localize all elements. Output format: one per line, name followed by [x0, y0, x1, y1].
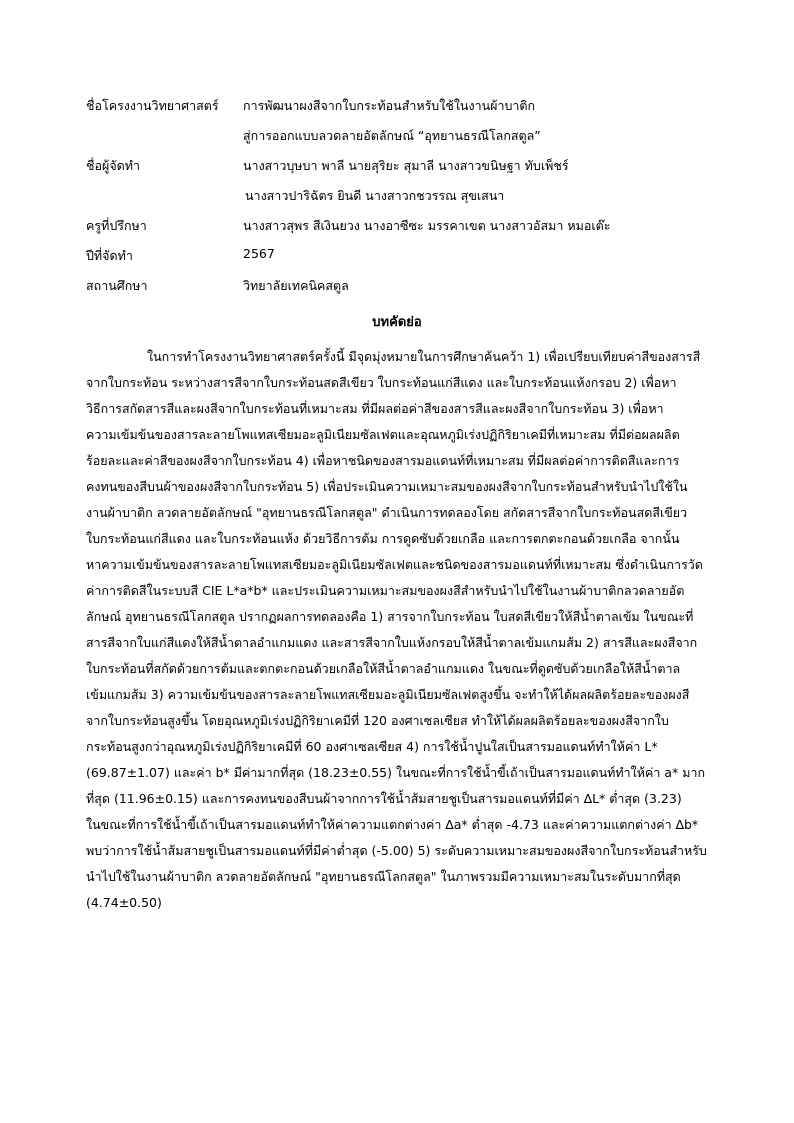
- abstract-line: วิธีการสกัดสารสีและผงสีจากใบกระท้อนที่เหมาะสม ที่มีผลต่อค่าสีของสารสีและผงสีจากใบกระท้อน 3) เพื่อหา: [86, 401, 664, 416]
- authors-continuation: [86, 186, 726, 216]
- abstract-body: [86, 344, 716, 916]
- abstract-line: ที่สุด (11.96±0.15) และการคงทนของสีบนผ้าจากการใช้น้ำส้มสายชูเป็นสารมอแดนท์ที่มีค่า ∆L* ต่ำสุด (3.23): [86, 791, 682, 806]
- school-value: วิทยาลัยเทคนิคสตูล: [243, 278, 349, 293]
- project-title-continuation: [86, 126, 726, 156]
- abstract-line: คงทนของสีบนผ้าของผงสีจากใบกระท้อน 5) เพื่อประเมินความเหมาะสมของผงสีจากใบกระท้อนสำหรับนำไปใช้ใน: [86, 479, 688, 494]
- project-info-block: [86, 96, 726, 306]
- advisors-label: ครูที่ปรึกษา: [86, 218, 147, 233]
- abstract-line: พบว่าการใช้น้ำส้มสายชูเป็นสารมอแดนท์ที่มีค่าต่ำสุด (-5.00) 5) ระดับความเหมาะสมของผงสีจากใบกระท้อนสำหรับ: [86, 843, 707, 858]
- advisors-value: นางสาวสุพร สีเงินยวง นางอาซีซะ มรรคาเขต นางสาวอัสมา หมอเต๊ะ: [243, 218, 611, 233]
- abstract-line: นำไปใช้ในงานผ้าบาติก ลวดลายอัตลักษณ์ "อุทยานธรณีโลกสตูล" ในภาพรวมมีความเหมาะสมในระดับมากที่สุด: [86, 869, 681, 884]
- project-title-line-2: สู่การออกแบบลวดลายอัตลักษณ์ “อุทยานธรณีโลกสตูล”: [243, 128, 541, 143]
- abstract-line: ในขณะที่การใช้น้ำขี้เถ้าเป็นสารมอแดนท์ทำให้ค่าความแตกต่างค่า ∆a* ต่ำสุด -4.73 และค่าความแตกต่างค่า ∆b*: [86, 817, 699, 832]
- abstract-line: จากใบกระท้อน ระหว่างสารสีจากใบกระท้อนสดสีเขียว ใบกระท้อนแก่สีแดง และใบกระท้อนแห้งกรอบ 2) เพื่อหา: [86, 375, 677, 390]
- abstract-line: เข้มแกมส้ม 3) ความเข้มข้นของสารละลายโพแทสเซียมอะลูมิเนียมซัลเฟตสูงขึ้น จะทำให้ได้ผลผลิตร้อยละของผงสี: [86, 687, 690, 702]
- abstract-heading: บทคัดย่อ: [372, 315, 422, 330]
- authors-row: [86, 156, 726, 186]
- abstract-line: ใบกระท้อนที่สกัดด้วยการต้มและตกตะกอนด้วยเกลือให้สีน้ำตาลอำแกมแดง ในขณะที่ดูดซับด้วยเกลือให้สีน้ำตาล: [86, 661, 681, 676]
- abstract-line: (4.74±0.50): [86, 895, 162, 910]
- project-title-label: ชื่อโครงงานวิทยาศาสตร์: [86, 98, 219, 113]
- abstract-line: (69.87±1.07) และค่า b* มีค่ามากที่สุด (18.23±0.55) ในขณะที่การใช้น้ำขี้เถ้าเป็นสารมอแดนท์ทำให้ค่า a* มาก: [86, 765, 706, 780]
- abstract-line: ในการทำโครงงานวิทยาศาสตร์ครั้งนี้ มีจุดมุ่งหมายในการศึกษาค้นคว้า 1) เพื่อเปรียบเทียบค่าสีของสารสี: [147, 349, 701, 364]
- abstract-line: ร้อยละและค่าสีของผงสีจากใบกระท้อน 4) เพื่อหาชนิดของสารมอแดนท์ที่เหมาะสม ที่มีผลต่อค่าการติดสีและการ: [86, 453, 680, 468]
- authors-line-2: นางสาวปาริฉัตร ยินดี นางสาวกชวรรณ สุขเสนา: [245, 188, 505, 203]
- year-row: [86, 246, 726, 276]
- school-row: [86, 276, 726, 306]
- abstract-line: ความเข้มข้นของสารละลายโพแทสเซียมอะลูมิเนียมซัลเฟตและอุณหภูมิเร่งปฏิกิริยาเคมีที่เหมาะสม ที่มีต่อผลผลิต: [86, 427, 680, 442]
- abstract-line: หาความเข้มข้นของสารละลายโพแทสเซียมอะลูมิเนียมซัลเฟตและชนิดของสารมอแดนท์ที่เหมาะสม ซึ่งดำเนินการวัด: [86, 557, 703, 572]
- abstract-line: งานผ้าบาติก ลวดลายอัตลักษณ์ "อุทยานธรณีโลกสตูล" ดำเนินการทดลองโดย สกัดสารสีจากใบกระท้อนสดสีเขียว: [86, 505, 688, 520]
- year-value: 2567: [243, 246, 275, 261]
- abstract-line: กระท้อนสูงกว่าอุณหภูมิเร่งปฏิกิริยาเคมีที่ 60 องศาเซลเซียส 4) การใช้น้ำปูนใสเป็นสารมอแดนท์ทำให้ค่า L*: [86, 739, 658, 754]
- abstract-line: ค่าการติดสีในระบบสี CIE L*a*b* และประเมินความเหมาะสมของผงสีสำหรับนำไปใช้ในงานผ้าบาติกลวดลายอัต: [86, 583, 685, 598]
- abstract-line: ลักษณ์ อุทยานธรณีโลกสตูล ปรากฏผลการทดลองคือ 1) สารจากใบกระท้อน ใบสดสีเขียวให้สีน้ำตาลเข้ม ในขณะที่: [86, 609, 694, 624]
- abstract-line: จากใบกระท้อนสูงขึ้น โดยอุณหภูมิเร่งปฏิกิริยาเคมีที่ 120 องศาเซลเซียส ทำให้ได้ผลผลิตร้อยละของผงสีจากใบ: [86, 713, 669, 728]
- project-title-row: [86, 96, 726, 126]
- year-label: ปีที่จัดทำ: [86, 248, 133, 263]
- project-title-line-1: การพัฒนาผงสีจากใบกระท้อนสำหรับใช้ในงานผ้าบาติก: [243, 98, 536, 113]
- abstract-line: สารสีจากใบแก่สีแดงให้สีน้ำตาลอำแกมแดง และสารสีจากใบแห้งกรอบให้สีน้ำตาลเข้มแกมส้ม 2) สารสีและผงสีจาก: [86, 635, 698, 650]
- authors-label: ชื่อผู้จัดทำ: [86, 158, 141, 173]
- authors-line-1: นางสาวบุษบา พาลี นายสุริยะ สุมาลี นางสาวขนิษฐา ทับเพ็ชร์: [243, 158, 569, 173]
- abstract-line: ใบกระท้อนแก่สีแดง และใบกระท้อนแห้ง ด้วยวิธีการต้ม การดูดซับด้วยเกลือ และการตกตะกอนด้วยเกลือ จากนั้น: [86, 531, 680, 546]
- advisors-row: [86, 216, 726, 246]
- school-label: สถานศึกษา: [86, 278, 148, 293]
